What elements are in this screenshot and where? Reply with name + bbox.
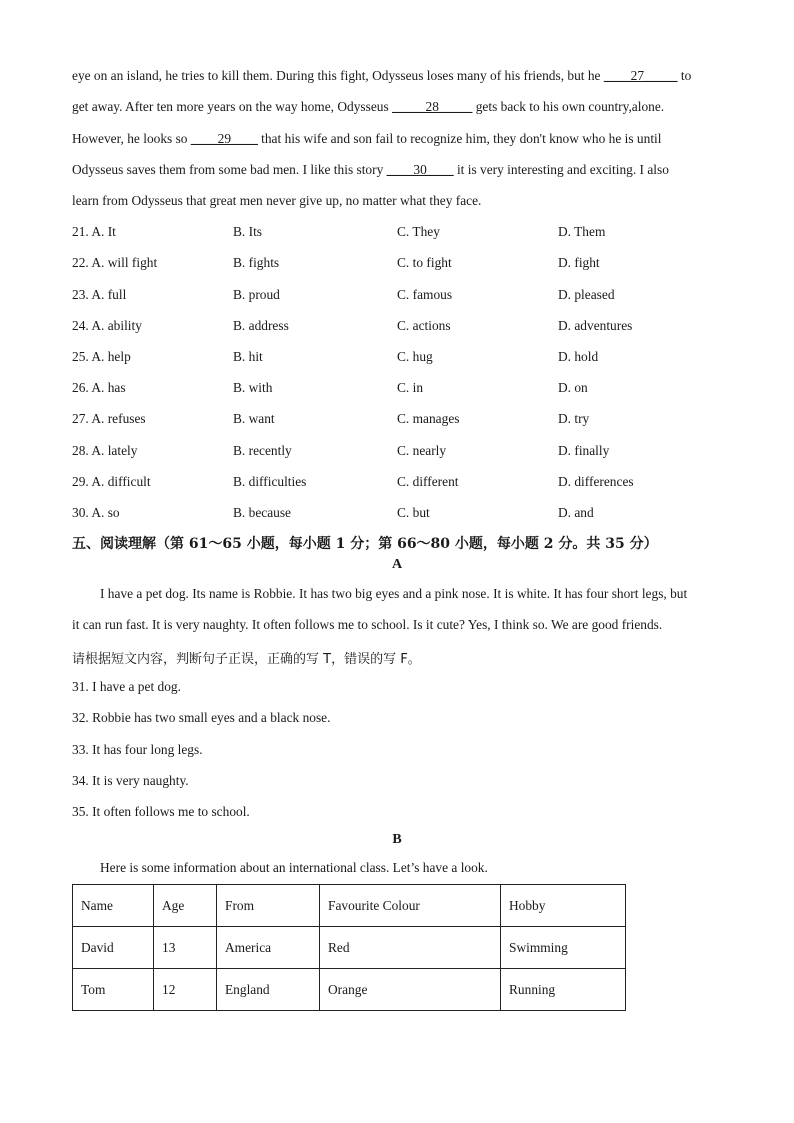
part-b-title: B	[392, 832, 402, 847]
passage-line-4	[72, 162, 669, 178]
passage-text: that his wife and son fail to recognize him, they don't know who he is until	[257, 131, 662, 146]
table-header-cell: Name	[73, 885, 154, 927]
option-a: 24. A. ability	[72, 318, 142, 333]
table-header-cell: Favourite Colour	[320, 885, 501, 927]
option-c: C. famous	[397, 287, 453, 302]
option-d: D. hold	[558, 349, 599, 364]
passage-text: eye on an island, he tries to kill them. During this fight, Odysseus loses many of his friends, but he	[72, 68, 604, 83]
option-c: C. nearly	[397, 443, 447, 458]
passage-line-3	[72, 131, 661, 147]
option-a: 23. A. full	[72, 287, 127, 302]
option-c: C. in	[397, 380, 424, 395]
table-cell: Orange	[320, 969, 501, 1011]
option-d: D. adventures	[558, 318, 633, 333]
option-b: B. address	[233, 318, 289, 333]
table-cell: Running	[501, 969, 626, 1011]
statement-item: 32. Robbie has two small eyes and a black nose.	[72, 710, 331, 725]
table-row	[73, 927, 626, 969]
option-b: B. recently	[233, 443, 292, 458]
table-header-cell: From	[217, 885, 320, 927]
passage-text: Odysseus saves them from some bad men. I like this story	[72, 162, 387, 177]
option-a: 25. A. help	[72, 349, 131, 364]
option-a: 29. A. difficult	[72, 474, 151, 489]
option-d: D. Them	[558, 224, 606, 239]
table-header-row	[73, 885, 626, 927]
option-d: D. try	[558, 411, 590, 426]
statement-item: 34. It is very naughty.	[72, 773, 189, 788]
option-d: D. on	[558, 380, 588, 395]
passage-text: get away. After ten more years on the way home, Odysseus	[72, 99, 393, 114]
option-b: B. with	[233, 380, 273, 395]
option-a: 30. A. so	[72, 505, 120, 520]
option-d: D. pleased	[558, 287, 615, 302]
table-cell: Swimming	[501, 927, 626, 969]
section-heading: 五、阅读理解（第 61～65 小题，每小题 1 分；第 66～80 小题，每小题 2 分。共 35 分）	[72, 536, 658, 552]
passage-line-1	[72, 68, 691, 84]
table-row	[73, 969, 626, 1011]
option-a: 27. A. refuses	[72, 411, 146, 426]
passage-text: gets back to his own country,alone.	[472, 99, 665, 114]
statement-item: 33. It has four long legs.	[72, 742, 203, 757]
passage-text: However, he looks so	[72, 131, 191, 146]
option-a: 22. A. will fight	[72, 255, 158, 270]
option-c: C. hug	[397, 349, 433, 364]
part-a-title: A	[391, 557, 403, 572]
passage-line-5: learn from Odysseus that great men never give up, no matter what they face.	[72, 193, 482, 208]
blank-27: ____27_____	[603, 68, 678, 83]
option-c: C. actions	[397, 318, 451, 333]
passage-text: to	[677, 68, 692, 83]
table-cell: 12	[154, 969, 217, 1011]
option-b: B. want	[233, 411, 275, 426]
part-a-paragraph-line-1: I have a pet dog. Its name is Robbie. It has two big eyes and a pink nose. It is white. It has four short legs, but	[100, 586, 688, 601]
option-d: D. fight	[558, 255, 600, 270]
table-cell: David	[73, 927, 154, 969]
option-c: C. but	[397, 505, 430, 520]
option-b: B. hit	[233, 349, 263, 364]
info-table	[72, 884, 626, 1011]
table-cell: England	[217, 969, 320, 1011]
option-c: C. They	[397, 224, 440, 239]
option-c: C. manages	[397, 411, 460, 426]
part-a-instruction: 请根据短文内容，判断句子正误，正确的写 T，错误的写 F。	[72, 652, 421, 667]
option-d: D. differences	[558, 474, 634, 489]
table-header-cell: Hobby	[501, 885, 626, 927]
option-a: 21. A. It	[72, 224, 116, 239]
option-b: B. fights	[233, 255, 280, 270]
part-a-paragraph-line-2: it can run fast. It is very naughty. It often follows me to school. Is it cute? Yes, I think so. We are good friends.	[72, 617, 663, 632]
option-b: B. proud	[233, 287, 280, 302]
blank-30: ____30____	[386, 162, 454, 177]
option-c: C. different	[397, 474, 459, 489]
blank-28: _____28_____	[392, 99, 473, 114]
option-b: B. because	[233, 505, 292, 520]
option-a: 26. A. has	[72, 380, 126, 395]
option-a: 28. A. lately	[72, 443, 138, 458]
statement-item: 35. It often follows me to school.	[72, 804, 250, 819]
passage-text: it is very interesting and exciting. I also	[453, 162, 669, 177]
table-cell: Tom	[73, 969, 154, 1011]
passage-line-2	[72, 99, 664, 115]
table-cell: Red	[320, 927, 501, 969]
blank-29: ____29____	[190, 131, 258, 146]
table-header-cell: Age	[154, 885, 217, 927]
option-b: B. Its	[233, 224, 263, 239]
statement-item: 31. I have a pet dog.	[72, 679, 181, 694]
table-cell: 13	[154, 927, 217, 969]
option-c: C. to fight	[397, 255, 452, 270]
table-cell: America	[217, 927, 320, 969]
option-d: D. finally	[558, 443, 610, 458]
option-d: D. and	[558, 505, 594, 520]
option-b: B. difficulties	[233, 474, 307, 489]
part-b-intro: Here is some information about an international class. Let’s have a look.	[100, 860, 488, 875]
